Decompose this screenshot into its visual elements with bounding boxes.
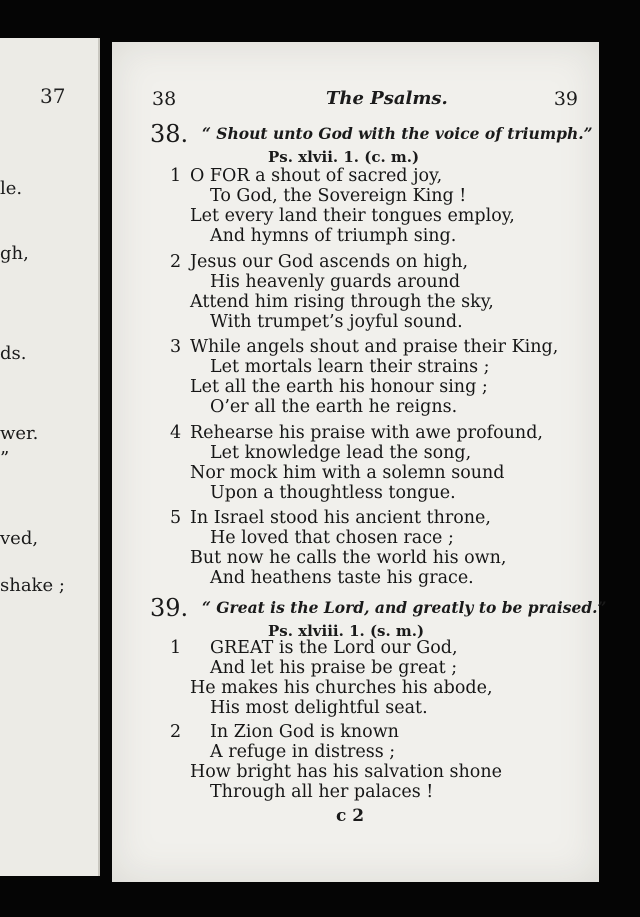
verse-line: Rehearse his praise with awe profound, xyxy=(190,423,543,443)
facing-page-left xyxy=(0,38,100,876)
psalm-number: 38. xyxy=(150,120,189,148)
verse-line: Let all the earth his honour sing ; xyxy=(190,377,488,397)
printer-signature-mark: c 2 xyxy=(336,806,365,826)
left-fragment: ” xyxy=(0,448,10,469)
verse-line: Attend him rising through the sky, xyxy=(190,292,494,312)
left-fragment: gh, xyxy=(0,243,29,264)
verse-line: And heathens taste his grace. xyxy=(210,568,474,588)
left-fragment: shake ; xyxy=(0,575,65,596)
page-number-right: 39 xyxy=(553,88,578,110)
verse-line: Let mortals learn their strains ; xyxy=(210,357,490,377)
verse-line: With trumpet’s joyful sound. xyxy=(210,312,463,332)
verse-line: He loved that chosen race ; xyxy=(210,528,454,548)
psalm-reference: Ps. xlviii. 1. (s. m.) xyxy=(268,622,425,640)
verse-line: And let his praise be great ; xyxy=(210,658,458,678)
page-number-left: 38 xyxy=(152,88,177,110)
psalm-title: “ Shout unto God with the voice of triumph.” xyxy=(202,124,593,143)
verse-line: To God, the Sovereign King ! xyxy=(210,186,467,206)
stanza-number: 2 xyxy=(170,722,182,742)
stanza-number: 5 xyxy=(170,508,182,528)
left-fragment: wer. xyxy=(0,423,39,444)
verse-line: O FOR a shout of sacred joy, xyxy=(190,166,443,186)
verse-line: In Israel stood his ancient throne, xyxy=(190,508,491,528)
verse-line: While angels shout and praise their King, xyxy=(190,337,559,357)
verse-line: He makes his churches his abode, xyxy=(190,678,493,698)
psalm-title: “ Great is the Lord, and greatly to be praised.” xyxy=(202,598,607,617)
running-title: The Psalms. xyxy=(326,88,448,109)
left-page-number: 37 xyxy=(40,84,66,108)
verse-line: In Zion God is known xyxy=(210,722,399,742)
running-header xyxy=(148,88,588,116)
verse-line: Let every land their tongues employ, xyxy=(190,206,515,226)
psalm-number: 39. xyxy=(150,594,189,622)
left-fragment: le. xyxy=(0,178,23,199)
verse-line: Upon a thoughtless tongue. xyxy=(210,483,456,503)
verse-line: Nor mock him with a solemn sound xyxy=(190,463,505,483)
book-page xyxy=(112,42,607,882)
verse-line: Jesus our God ascends on high, xyxy=(190,252,469,272)
stanza-number: 3 xyxy=(170,337,182,357)
stanza-number: 1 xyxy=(170,638,182,658)
verse-line: A refuge in distress ; xyxy=(210,742,396,762)
verse-line: His heavenly guards around xyxy=(210,272,461,292)
verse-line: GREAT is the Lord our God, xyxy=(210,638,458,658)
stanza-number: 1 xyxy=(170,166,182,186)
left-fragment: ds. xyxy=(0,343,27,364)
stanza-number: 4 xyxy=(170,423,182,443)
stanza-number: 2 xyxy=(170,252,182,272)
left-fragment: ved, xyxy=(0,528,39,549)
verse-line: How bright has his salvation shone xyxy=(190,762,502,782)
psalm-reference: Ps. xlvii. 1. (c. m.) xyxy=(268,148,420,166)
verse-line: His most delightful seat. xyxy=(210,698,428,718)
verse-line: But now he calls the world his own, xyxy=(190,548,507,568)
verse-line: And hymns of triumph sing. xyxy=(210,226,457,246)
verse-line: O’er all the earth he reigns. xyxy=(210,397,458,417)
verse-line: Through all her palaces ! xyxy=(210,782,434,802)
verse-line: Let knowledge lead the song, xyxy=(210,443,472,463)
